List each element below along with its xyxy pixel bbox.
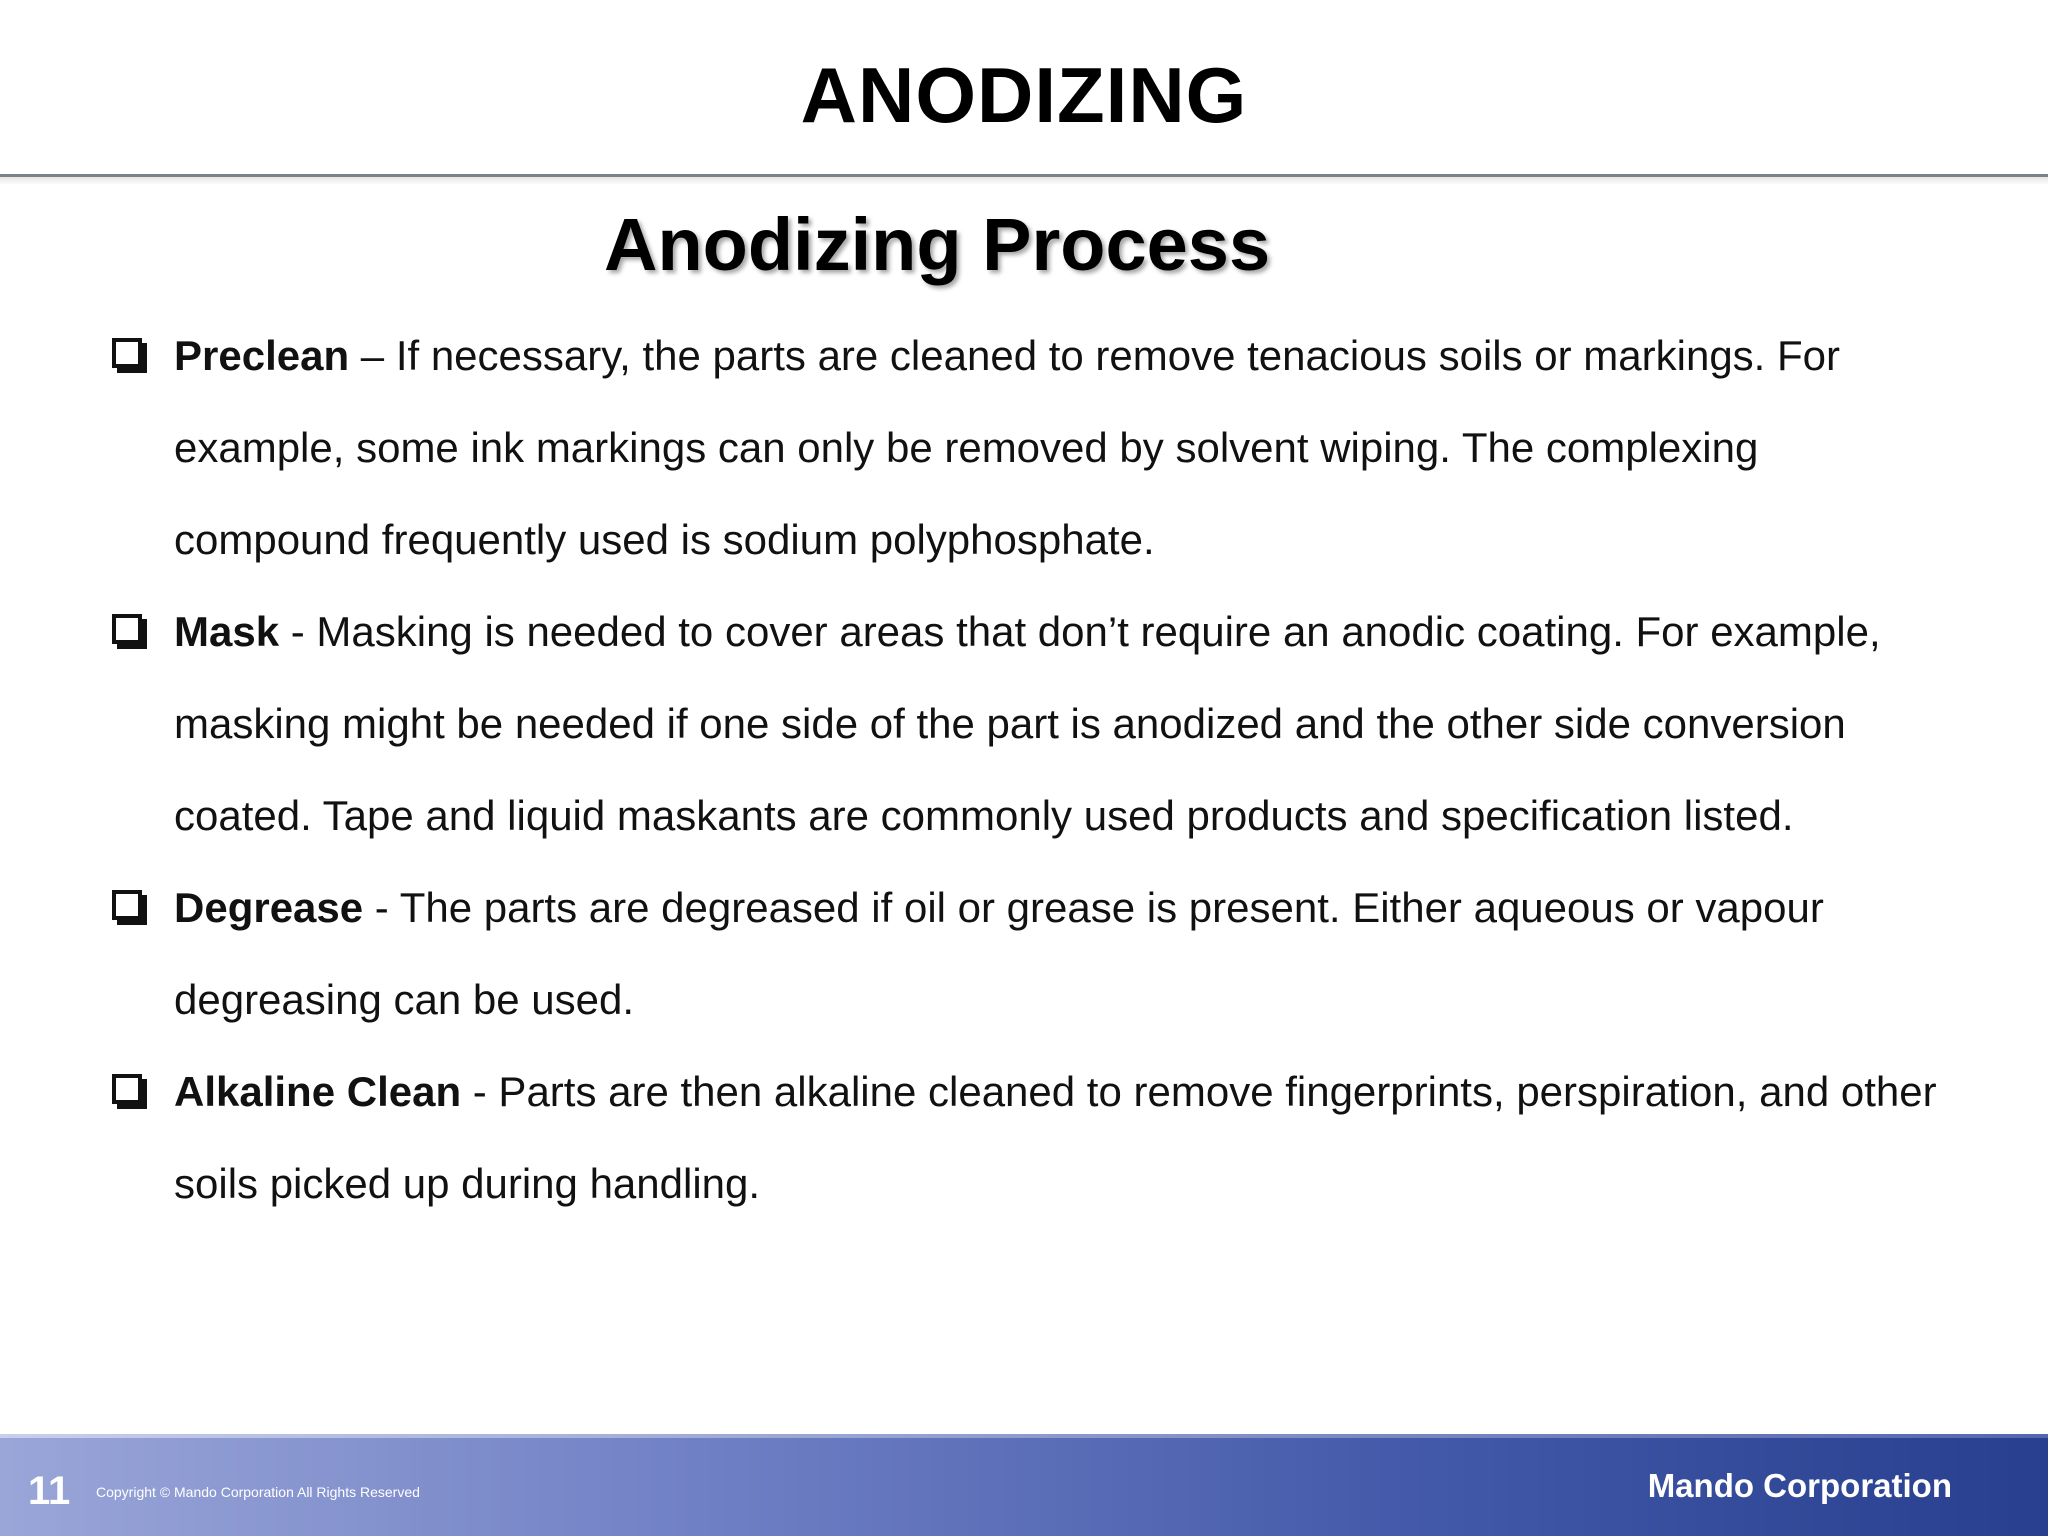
bullet-item-alkaline-clean (112, 1046, 1942, 1230)
company-logo-text: Mando Corporation (1647, 1467, 1952, 1504)
hollow-square-icon (112, 614, 142, 644)
section-title: Anodizing Process (604, 203, 1271, 286)
bullet-list (112, 310, 1942, 1230)
page-title: ANODIZING (800, 51, 1248, 139)
header-divider-shadow (0, 177, 2048, 185)
bullet-item-preclean (112, 310, 1942, 586)
bullet-term: Alkaline Clean (174, 1068, 462, 1115)
hollow-square-icon (112, 890, 142, 920)
hollow-square-icon (112, 338, 142, 368)
bullet-item-degrease (112, 862, 1942, 1046)
bullet-text: - Masking is needed to cover areas that don’t require an anodic coating. For example, masking might be needed if one side of the part is anodized and the other side conversion coated. Tape and liquid maskants are commonly used products and specification listed. (174, 608, 1881, 839)
copyright-text: Copyright © Mando Corporation All Rights Reserved (96, 1484, 420, 1500)
bullet-text: - Parts are then alkaline cleaned to remove fingerprints, perspiration, and other soils picked up during handling. (174, 1068, 1937, 1207)
bullet-item-mask (112, 586, 1942, 862)
hollow-square-icon (112, 1074, 142, 1104)
bullet-text: – If necessary, the parts are cleaned to remove tenacious soils or markings. For example, some ink markings can only be removed by solvent wiping. The complexing compound frequently used is sodium polyphosphate. (174, 332, 1841, 563)
bullet-term: Preclean (174, 332, 350, 379)
bullet-term: Degrease (174, 884, 364, 931)
bullet-text: - The parts are degreased if oil or grease is present. Either aqueous or vapour degreasing can be used. (174, 884, 1824, 1023)
page-number: 11 (28, 1469, 71, 1513)
bullet-term: Mask (174, 608, 280, 655)
